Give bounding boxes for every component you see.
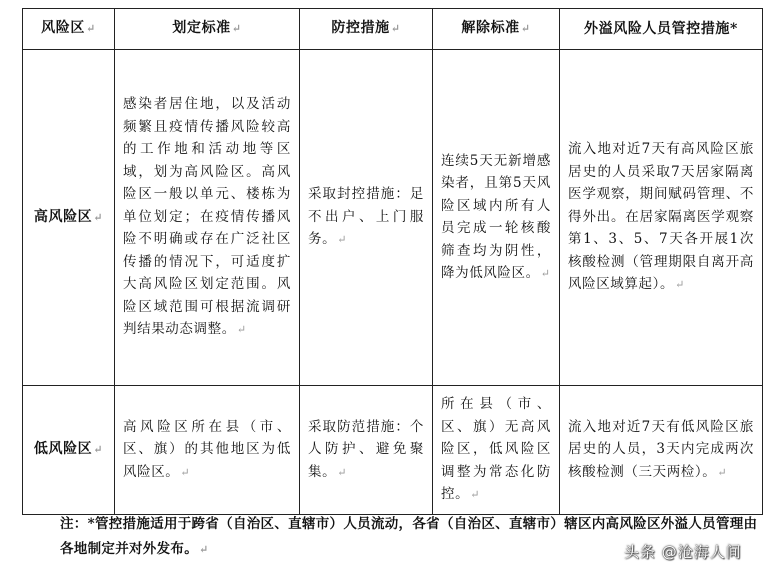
table-footnote: 注：*管控措施适用于跨省（自治区、直辖市）人员流动，各省（自治区、直辖市）辖区内高风险区外溢人员管理由各地制定并对外发布。↵ (60, 516, 758, 557)
paragraph-mark-icon: ↵ (199, 543, 209, 556)
header-criteria: 划定标准↵ (115, 9, 300, 50)
row-label-low-risk: 低风险区↵ (23, 386, 115, 515)
watermark: 头条 @沧海人间 (624, 543, 742, 561)
cell-criteria-high: 感染者居住地，以及活动频繁且疫情传播风险较高的工作地和活动地等区域，划为高风险区。高风险区一般以单元、楼栋为单位划定；在疫情传播风险不明确或存在广泛社区传播的情况下，可适度扩大高风险区划定范围。风险区域范围可根据流调研判结果动态调整。↵ (115, 50, 300, 386)
document-page (22, 8, 762, 515)
table-row-low-risk (23, 386, 763, 515)
header-overflow: 外溢风险人员管控措施* (560, 9, 763, 50)
paragraph-mark-icon: ↵ (337, 465, 348, 479)
cell-overflow-low: 流入地对近7天有低风险区旅居史的人员，3天内完成两次核酸检测（三天两检）。↵ (560, 386, 763, 515)
paragraph-mark-icon: ↵ (93, 210, 104, 224)
cell-measures-low: 采取防范措施：个人防护、避免聚集。↵ (300, 386, 433, 515)
paragraph-mark-icon: ↵ (85, 22, 96, 36)
paragraph-mark-icon: ↵ (93, 443, 104, 457)
cell-release-low: 所在县（市、区、旗）无高风险区，低风险区调整为常态化防控。↵ (433, 386, 560, 515)
paragraph-mark-icon: ↵ (390, 22, 401, 36)
paragraph-mark-icon: ↵ (470, 488, 481, 502)
paragraph-mark-icon: ↵ (180, 465, 191, 479)
cell-overflow-high: 流入地对近7天有高风险区旅居史的人员采取7天居家隔离医学观察，期间赋码管理、不得外出。在居家隔离医学观察第1、3、5、7天各开展1次核酸检测（管理期限自离开高风险区域算起）。↵ (560, 50, 763, 386)
header-release: 解除标准↵ (433, 9, 560, 50)
header-risk-area: 风险区↵ (23, 9, 115, 50)
paragraph-mark-icon: ↵ (717, 465, 728, 479)
paragraph-mark-icon: ↵ (337, 233, 348, 247)
row-label-high-risk: 高风险区↵ (23, 50, 115, 386)
paragraph-mark-icon: ↵ (236, 323, 247, 337)
paragraph-mark-icon: ↵ (540, 267, 551, 280)
cell-measures-high: 采取封控措施：足不出户、上门服务。↵ (300, 50, 433, 386)
cell-criteria-low: 高风险区所在县（市、区、旗）的其他地区为低风险区。↵ (115, 386, 300, 515)
cell-release-high: 连续5天无新增感染者，且第5天风险区域内所有人员完成一轮核酸筛查均为阴性，降为低风险区。↵ (433, 50, 560, 386)
header-measures: 防控措施↵ (300, 9, 433, 50)
paragraph-mark-icon: ↵ (520, 22, 531, 36)
risk-area-table (22, 8, 763, 515)
paragraph-mark-icon: ↵ (231, 22, 242, 36)
table-header-row (23, 9, 763, 50)
paragraph-mark-icon: ↵ (675, 278, 685, 292)
table-row-high-risk (23, 50, 763, 386)
